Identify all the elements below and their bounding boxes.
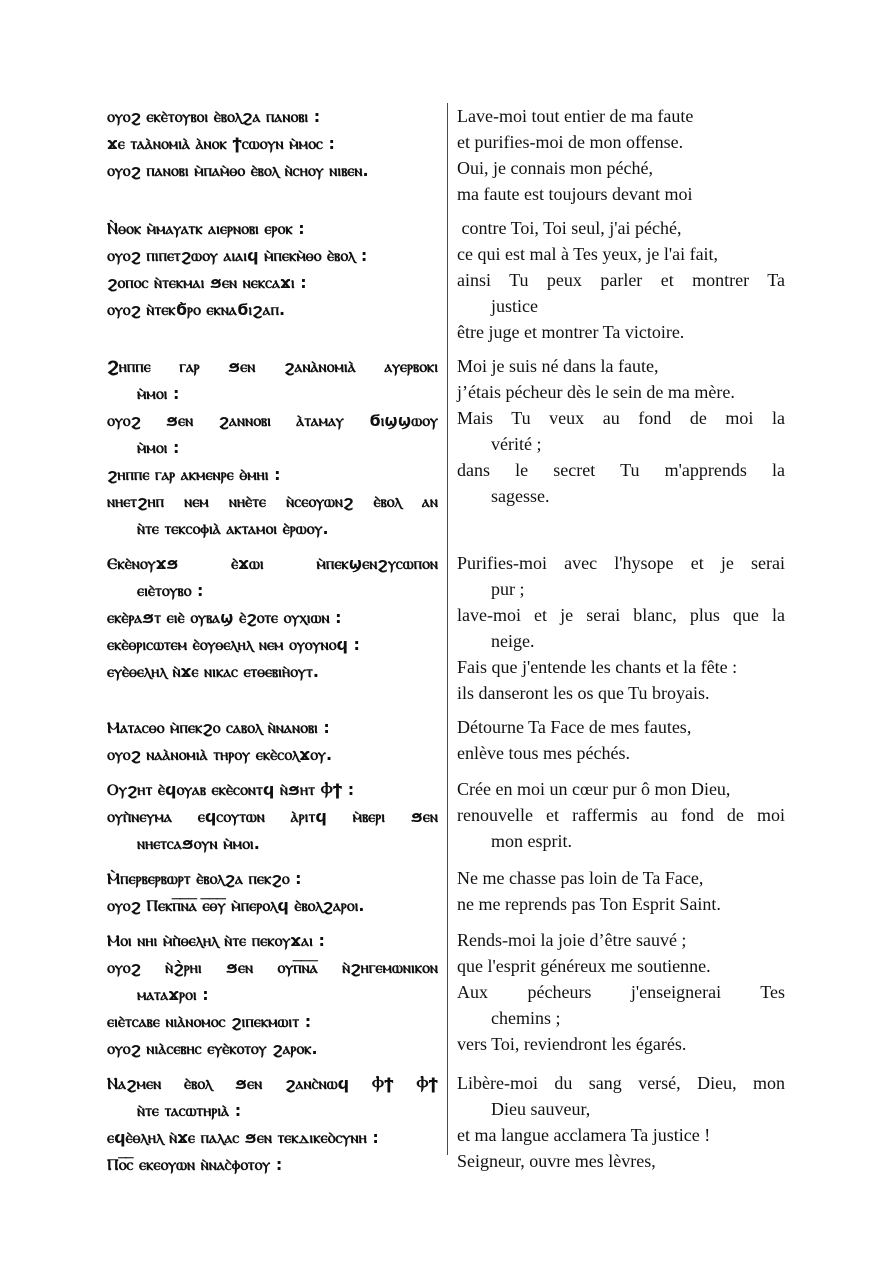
french-stanza xyxy=(457,103,785,207)
french-stanza xyxy=(457,714,785,766)
coptic-line: ⲉⲕⲉ̀ⲑⲣⲓⲥⲱⲧⲉⲙ ⲉ̀ⲟⲩⲑⲉⲗⲏⲗ ⲛⲉⲙ ⲟⲩⲟⲩⲛⲟϥ : xyxy=(107,635,360,654)
coptic-line: ⲉϥⲉ̀ⲑⲗⲏⲗ ⲛ̀ϫⲉ ⲡⲁⲗⲁⲥ ϧⲉⲛ ⲧⲉⲕⲇⲓⲕⲉⲟ̀ⲥⲩⲛⲏ : xyxy=(107,1128,379,1147)
coptic-line: Ⲉⲕⲉ̀ⲛⲟⲩϫϧ ⲉ̀ϫⲱⲓ ⲙ̀ⲡⲉⲕϣⲉⲛϩⲩⲥⲱⲡⲟⲛ xyxy=(107,554,438,573)
coptic-line: Ϩⲏⲡⲡⲉ ⲅⲁⲣ ϧⲉⲛ ϩⲁⲛⲁ̀ⲛⲟⲙⲓⲁ̀ ⲁⲩⲉⲣⲃⲟⲕⲓ xyxy=(107,357,438,376)
coptic-line: ⲉⲩⲉ̀ⲑⲉⲗⲏⲗ ⲛ̀ϫⲉ ⲛⲓⲕⲁⲥ ⲉⲧⲑⲉⲃⲓⲏ̀ⲟⲩⲧ. xyxy=(107,662,319,681)
french-line: Oui, je connais mon péché, xyxy=(457,158,653,178)
french-line: Crée en moi un cœur pur ô mon Dieu, xyxy=(457,779,731,799)
coptic-line: ⲟⲩⲟϩ ⲡⲓⲡⲉⲧϩⲱⲟⲩ ⲁⲓⲁⲓϥ ⲙ̀ⲡⲉⲕⲙ̀ⲑⲟ ⲉ̀ⲃⲟⲗ : xyxy=(107,246,368,265)
french-line: Mais Tu veux au fond de moi la xyxy=(457,408,785,428)
coptic-stanza xyxy=(107,865,438,919)
french-line: et ma langue acclamera Ta justice ! xyxy=(457,1125,711,1145)
coptic-stanza xyxy=(107,776,438,857)
coptic-line: ⲟⲩⲟϩ ⲉⲕⲉ̀ⲧⲟⲩⲃⲟⲓ ⲉ̀ⲃⲟⲗϩⲁ ⲡⲁⲛⲟⲃⲓ : xyxy=(107,107,321,126)
french-line: dans le secret Tu m'apprends la xyxy=(457,460,785,480)
french-line: être juge et montrer Ta victoire. xyxy=(457,322,685,342)
coptic-line: Ⲛ̀ⲑⲟⲕ ⲙ̀ⲙⲁⲩⲁⲧⲕ ⲁⲓⲉⲣⲛⲟⲃⲓ ⲉⲣⲟⲕ : xyxy=(107,219,305,238)
french-line: Ne me chasse pas loin de Ta Face, xyxy=(457,868,704,888)
coptic-line: ϩⲏⲡⲡⲉ ⲅⲁⲣ ⲁⲕⲙⲉⲛⲣⲉ ⲑ̀ⲙⲏⲓ : xyxy=(107,465,281,484)
french-line: Détourne Ta Face de mes fautes, xyxy=(457,717,692,737)
stanza-row xyxy=(107,927,785,1062)
coptic-line: ⲟⲩⲟϩ ⲛ̀ⲧⲉⲕϭ̀ⲣⲟ ⲉⲕⲛⲁϭⲓϩⲁⲡ. xyxy=(107,300,286,319)
coptic-line: ⲉⲕⲉ̀ⲣⲁϧⲧ ⲉⲓⲉ̀ ⲟⲩⲃⲁϣ ⲉ̀ϩⲟⲧⲉ ⲟⲩⲭⲓⲱⲛ : xyxy=(107,608,342,627)
coptic-line: ⲛⲏⲉⲧϩⲏⲡ ⲛⲉⲙ ⲛⲏⲉ̀ⲧⲉ ⲛ̀ⲥⲉⲟⲩⲱⲛϩ ⲉ̀ⲃⲟⲗ ⲁⲛ xyxy=(107,492,438,511)
coptic-line: ⲛ̀ⲧⲉ ⲧⲁⲥⲱⲧⲏⲣⲓⲁ̀ : xyxy=(137,1101,242,1120)
stanza-row xyxy=(107,865,785,919)
french-line: renouvelle et raffermis au fond de moi xyxy=(457,805,785,825)
coptic-stanza xyxy=(107,550,438,685)
stanza-row xyxy=(107,103,785,207)
coptic-line: Ⲡⲟ̅ⲥ̅ ⲉⲕⲉⲟⲩⲱⲛ ⲛ̀ⲛⲁⲥ̀ⲫⲟⲧⲟⲩ : xyxy=(107,1155,283,1174)
coptic-line: ⲟⲩⲟϩ ⲛⲁⲁ̀ⲛⲟⲙⲓⲁ̀ ⲧⲏⲣⲟⲩ ⲉⲕⲉ̀ⲥⲟⲗϫⲟⲩ. xyxy=(107,745,333,764)
french-line: Fais que j'entende les chants et la fête : xyxy=(457,657,738,677)
french-stanza xyxy=(457,353,785,509)
coptic-line: ⲟⲩⲡ̀ⲛⲉⲩⲙⲁ ⲉϥⲥⲟⲩⲧⲱⲛ ⲁ̀ⲣⲓⲧϥ ⲙ̀ⲃⲉⲣⲓ ϧⲉⲛ xyxy=(107,807,438,826)
french-line: justice xyxy=(491,296,538,316)
coptic-line: ⲛⲏⲉⲧⲥⲁϧⲟⲩⲛ ⲙ̀ⲙⲟⲓ. xyxy=(137,834,260,853)
french-line: chemins ; xyxy=(491,1008,561,1028)
psalm-text-columns xyxy=(107,103,785,1186)
french-line: j’étais pécheur dès le sein de ma mère. xyxy=(457,382,735,402)
french-line: vérité ; xyxy=(491,434,542,454)
stanza-row xyxy=(107,1070,785,1178)
french-line: enlève tous mes péchés. xyxy=(457,743,630,763)
french-line: ne me reprends pas Ton Esprit Saint. xyxy=(457,894,721,914)
french-line: sagesse. xyxy=(491,486,550,506)
stanza-row xyxy=(107,776,785,857)
french-line: Libère-moi du sang versé, Dieu, mon xyxy=(457,1073,785,1093)
coptic-line: ⲉⲓⲉ̀ⲧⲥⲁⲃⲉ ⲛⲓⲁ̀ⲛⲟⲙⲟⲥ ϩⲓⲡⲉⲕⲙⲱⲓⲧ : xyxy=(107,1012,312,1031)
french-line: Seigneur, ouvre mes lèvres, xyxy=(457,1151,656,1171)
french-line: Aux pécheurs j'enseignerai Tes xyxy=(457,982,785,1002)
french-line: vers Toi, reviendront les égarés. xyxy=(457,1034,687,1054)
coptic-line: ⲟⲩⲟϩ ⲛⲓⲁ̀ⲥⲉⲃⲏⲥ ⲉⲩⲉ̀ⲕⲟⲧⲟⲩ ϩⲁⲣⲟⲕ. xyxy=(107,1039,318,1058)
french-line: et purifies-moi de mon offense. xyxy=(457,132,684,152)
french-stanza xyxy=(457,550,785,706)
coptic-stanza xyxy=(107,714,438,768)
french-stanza xyxy=(457,927,785,1057)
french-line: Rends-moi la joie d’être sauvé ; xyxy=(457,930,687,950)
french-line: que l'esprit généreux me soutienne. xyxy=(457,956,711,976)
coptic-stanza xyxy=(107,215,438,323)
coptic-stanza xyxy=(107,103,438,184)
french-line: Lave-moi tout entier de ma faute xyxy=(457,106,694,126)
french-line: ils danseront les os que Tu broyais. xyxy=(457,683,710,703)
french-line: ma faute est toujours devant moi xyxy=(457,184,693,204)
stanza-row xyxy=(107,714,785,768)
stanza-row xyxy=(107,215,785,345)
coptic-stanza xyxy=(107,1070,438,1178)
french-line: lave-moi et je serai blanc, plus que la xyxy=(457,605,785,625)
french-stanza xyxy=(457,865,785,917)
coptic-line: Ⲛⲁϩⲙⲉⲛ ⲉ̀ⲃⲟⲗ ϧⲉⲛ ϩⲁⲛⲥ̀ⲛⲱϥ Ⲫϯ Ⲫϯ xyxy=(107,1074,438,1093)
stanza-row xyxy=(107,550,785,706)
coptic-line: ⲟⲩⲟϩ Ⲡⲉⲕⲡ̅ⲛ̅ⲁ̅ ⲉ̅ⲑ̅ⲩ̅ ⲙ̀ⲡⲉⲣⲟⲗϥ ⲉ̀ⲃⲟⲗϩⲁⲣⲟⲓ. xyxy=(107,896,365,915)
french-stanza xyxy=(457,776,785,854)
coptic-line: Ⲙⲁⲧⲁⲥⲑⲟ ⲙ̀ⲡⲉⲕϩⲟ ⲥⲁⲃⲟⲗ ⲛ̀ⲛⲁⲛⲟⲃⲓ : xyxy=(107,718,330,737)
coptic-line: ϫⲉ ⲧⲁⲁ̀ⲛⲟⲙⲓⲁ̀ ⲁ̀ⲛⲟⲕ ϯⲥⲱⲟⲩⲛ ⲙ̀ⲙⲟⲥ : xyxy=(107,134,335,153)
coptic-line: ⲙ̀ⲙⲟⲓ : xyxy=(137,438,180,457)
coptic-stanza xyxy=(107,353,438,542)
coptic-line: ⲉⲓⲉ̀ⲧⲟⲩⲃⲟ : xyxy=(137,581,204,600)
coptic-line: ⲙⲁⲧⲁϫⲣⲟⲓ : xyxy=(137,985,209,1004)
coptic-line: ⲙ̀ⲙⲟⲓ : xyxy=(137,384,180,403)
french-line: mon esprit. xyxy=(491,831,572,851)
french-stanza xyxy=(457,215,785,345)
french-line: ainsi Tu peux parler et montrer Ta xyxy=(457,270,785,290)
coptic-line: ϩⲟⲡⲟⲥ ⲛ̀ⲧⲉⲕⲙⲁⲓ ϧⲉⲛ ⲛⲉⲕⲥⲁϫⲓ : xyxy=(107,273,307,292)
coptic-line: Ⲙⲟⲓ ⲛⲏⲓ ⲙ̀ⲡ̀ⲑⲉⲗⲏⲗ ⲛ̀ⲧⲉ ⲡⲉⲕⲟⲩϫⲁⲓ : xyxy=(107,931,325,950)
french-line: contre Toi, Toi seul, j'ai péché, xyxy=(457,218,682,238)
coptic-line: ⲟⲩⲟϩ ϧⲉⲛ ϩⲁⲛⲛⲟⲃⲓ ⲁ̀ⲧⲁⲙⲁⲩ ϭⲓϣϣⲱⲟⲩ xyxy=(107,411,438,430)
french-line: neige. xyxy=(491,631,535,651)
stanza-row xyxy=(107,353,785,542)
coptic-line: ⲟⲩⲟϩ ⲡⲁⲛⲟⲃⲓ ⲙ̀ⲡⲁⲙ̀ⲑⲟ ⲉ̀ⲃⲟⲗ ⲛ̀ⲥⲏⲟⲩ ⲛⲓⲃⲉⲛ. xyxy=(107,161,369,180)
coptic-line: Ⲟⲩϩⲏⲧ ⲉ̀ϥⲟⲩⲁⲃ ⲉⲕⲉ̀ⲥⲟⲛⲧϥ ⲛ̀ϧⲏⲧ Ⲫϯ : xyxy=(107,780,355,799)
coptic-line: ⲟⲩⲟϩ ⲛ̀ϩ̀ⲣⲏⲓ ϧⲉⲛ ⲟⲩⲡ̅ⲛ̅ⲁ̅ ⲛ̀ϩⲏⲅⲉⲙⲱⲛⲓⲕⲟⲛ xyxy=(107,958,438,977)
coptic-line: ⲛ̀ⲧⲉ ⲧⲉⲕⲥⲟⲫⲓⲁ̀ ⲁⲕⲧⲁⲙⲟⲓ ⲉ̀ⲣⲱⲟⲩ. xyxy=(137,519,329,538)
french-line: pur ; xyxy=(491,579,525,599)
french-line: Moi je suis né dans la faute, xyxy=(457,356,659,376)
french-line: Dieu sauveur, xyxy=(491,1099,591,1119)
coptic-stanza xyxy=(107,927,438,1062)
french-line: Purifies-moi avec l'hysope et je serai xyxy=(457,553,785,573)
french-stanza xyxy=(457,1070,785,1174)
french-line: ce qui est mal à Tes yeux, je l'ai fait, xyxy=(457,244,719,264)
coptic-line: Ⲙ̀ⲡⲉⲣⲃⲉⲣⲃⲱⲣⲧ ⲉ̀ⲃⲟⲗϩⲁ ⲡⲉⲕϩⲟ : xyxy=(107,869,302,888)
